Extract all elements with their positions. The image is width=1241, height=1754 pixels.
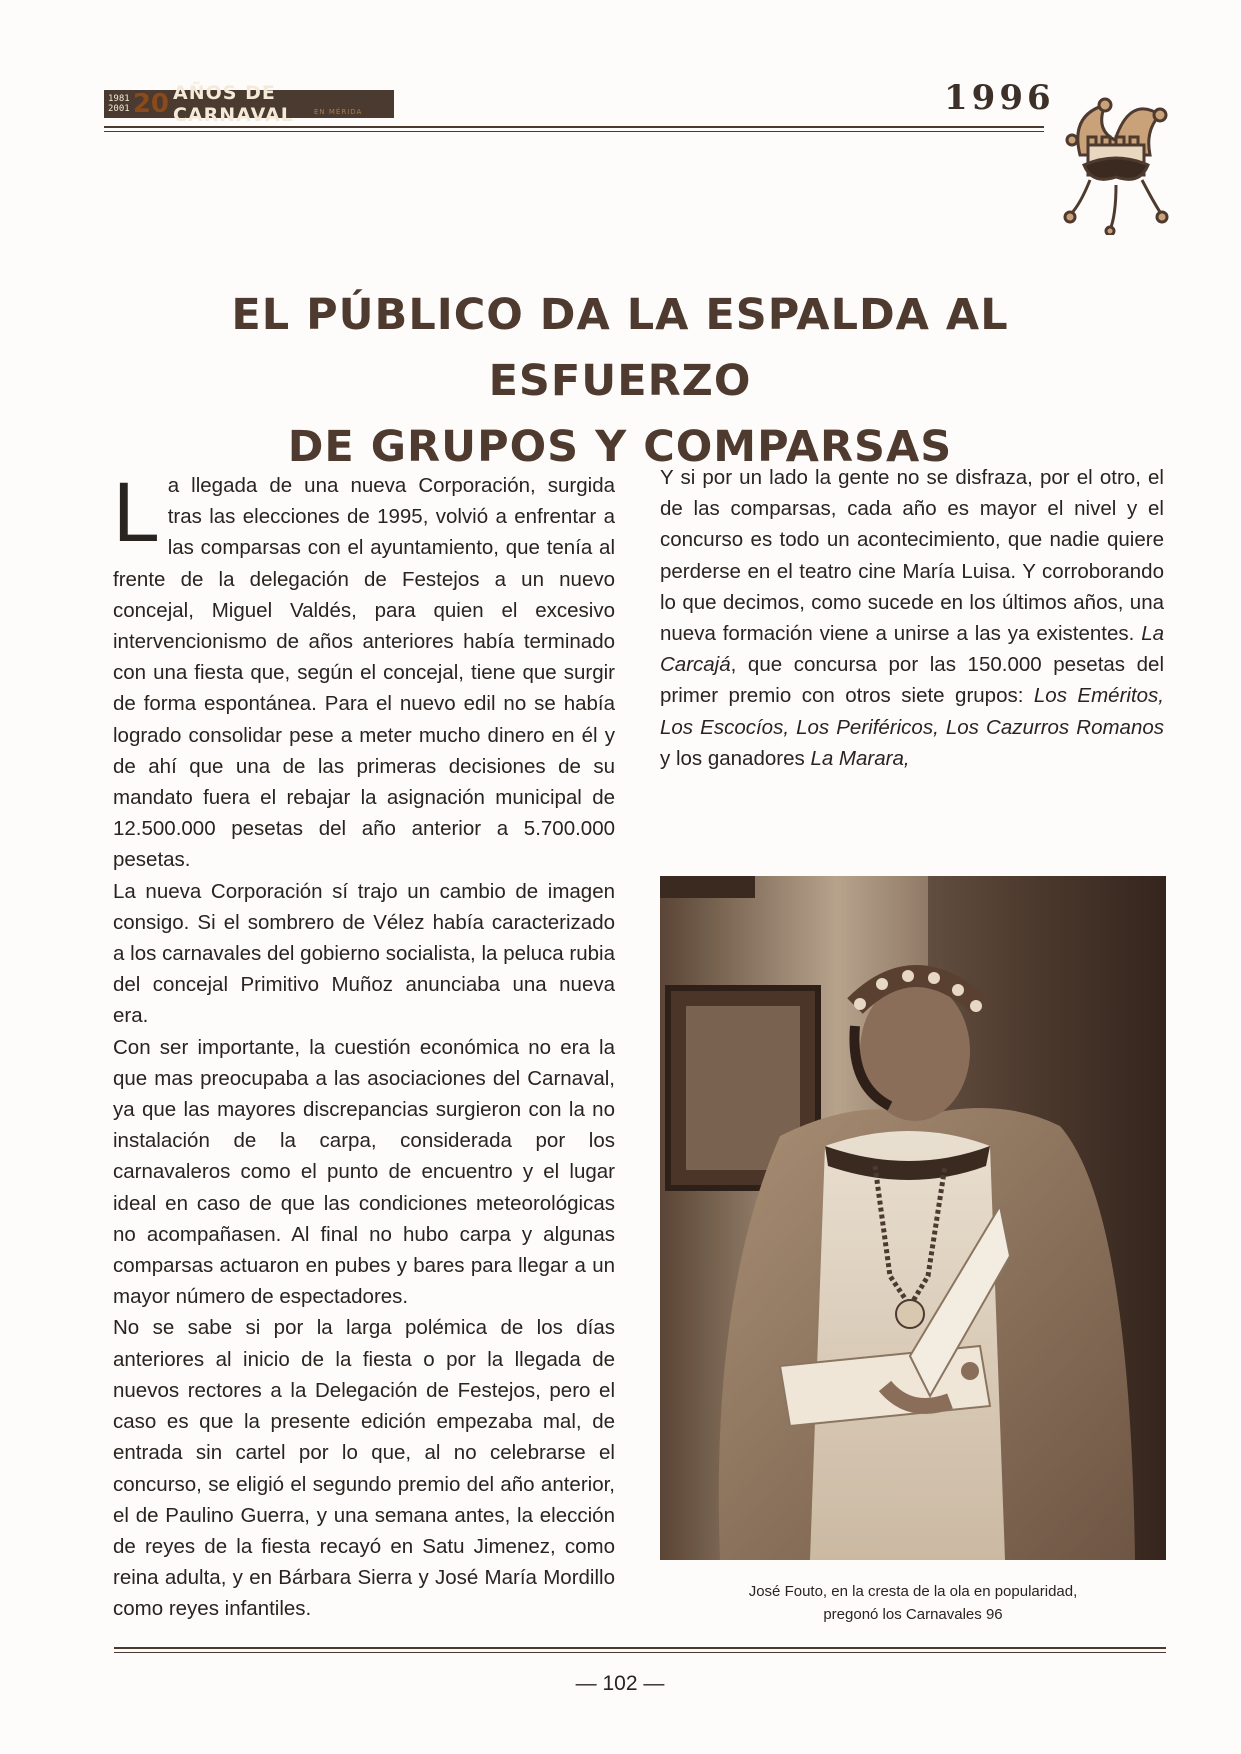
headline-line-2: DE GRUPOS Y COMPARSAS [287,422,953,472]
paragraph-5: Y si por un lado la gente no se disfraza, por el otro, el de las comparsas, cada año es mayor el nivel y el concurso es todo un acontecimiento, que nadie quiere perderse en el teatro cine María Luisa. Y corroborando lo que decimos, como sucede en los últimos años, una nueva formación viene a unirse a las ya existentes. La Carcajá, que concursa por las 150.000 pesetas del primer premio con otros siete grupos: Los Eméritos, Los Escocíos, Los Periféricos, Los Cazurros Romanos y los ganadores La Marara, [660,466,1164,770]
headline [100,282,1140,480]
page-number: — 102 — [575,1672,665,1695]
footer-rule [114,1647,1166,1649]
header-rule-thin [104,131,1044,132]
header-year: 1996 [944,78,1055,118]
headline-line-1: EL PÚBLICO DA LA ESPALDA AL ESFUERZO [231,290,1009,406]
paragraph-2: La nueva Corporación sí trajo un cambio de imagen consigo. Si el sombrero de Vélez había caracterizado a los carnavales del gobierno socialista, la peluca rubia del concejal Primitivo Muñoz anunciaba una nueva era. [113,879,615,1028]
article-right-column [660,462,1164,774]
header-badge [104,82,394,126]
header-rule [104,126,1044,128]
paragraph-4: No se sabe si por la larga polémica de los días anteriores al inicio de la fiesta o por la llegada de nuevos rectores a la Delegación de Festejos, pero el caso es que la presente edición empezaba mal, de entrada sin cartel por lo que, al no celebrarse el concurso, se eligió el segundo premio del año anterior, el de Paulino Guerra, y una semana antes, la elección de reyes de la fiesta recayó en Satu Jimenez, como reina adulta, y en Bárbara Sierra y José María Mordillo como reyes infantiles. [113,1316,615,1621]
header-title: AÑOS DE CARNAVAL [173,82,294,126]
paragraph-3: Con ser importante, la cuestión económica no era la que mas preocupaba a las asociaciones del Carnaval, ya que las mayores discrepancias surgieron con la no instalación de la carpa, considerada por los carnavaleros como el punto de encuentro y el lugar ideal en caso de que las condiciones meteorológicas no acompañasen. Al final no hubo carpa y algunas comparsas actuaron en pubes y bares para llegar a un mayor número de espectadores. [113,1035,615,1309]
header-subtitle: EN MÉRIDA [314,108,363,116]
photo-jose-fouto [660,876,1166,1560]
photo-caption: José Fouto, en la cresta de la ola en popularidad, pregonó los Carnavales 96 [748,1583,1078,1623]
jester-logo-icon [1050,85,1180,235]
footer-rule-thin [114,1652,1166,1653]
article-left-column [113,465,615,1625]
header-twenty: 20 [132,89,170,119]
dropcap: L [113,465,160,559]
header-years: 1981 2001 [108,94,130,114]
paragraph-1: La llegada de una nueva Corporación, surgida tras las elecciones de 1995, volvió a enfrentar a las comparsas con el ayuntamiento, que tenía al frente de la delegación de Festejos a un nuevo concejal, Miguel Valdés, para quien el excesivo intervencionismo de años anteriores había terminado con una fiesta que, según el concejal, tiene que surgir de forma espontánea. Para el nuevo edil no se había logrado consolidar pese a meter mucho dinero en él y de ahí que una de las primeras decisiones de su mandato fuera el rebajar la asignación municipal de 12.500.000 pesetas del año anterior a 5.700.000 pesetas. [113,465,615,872]
